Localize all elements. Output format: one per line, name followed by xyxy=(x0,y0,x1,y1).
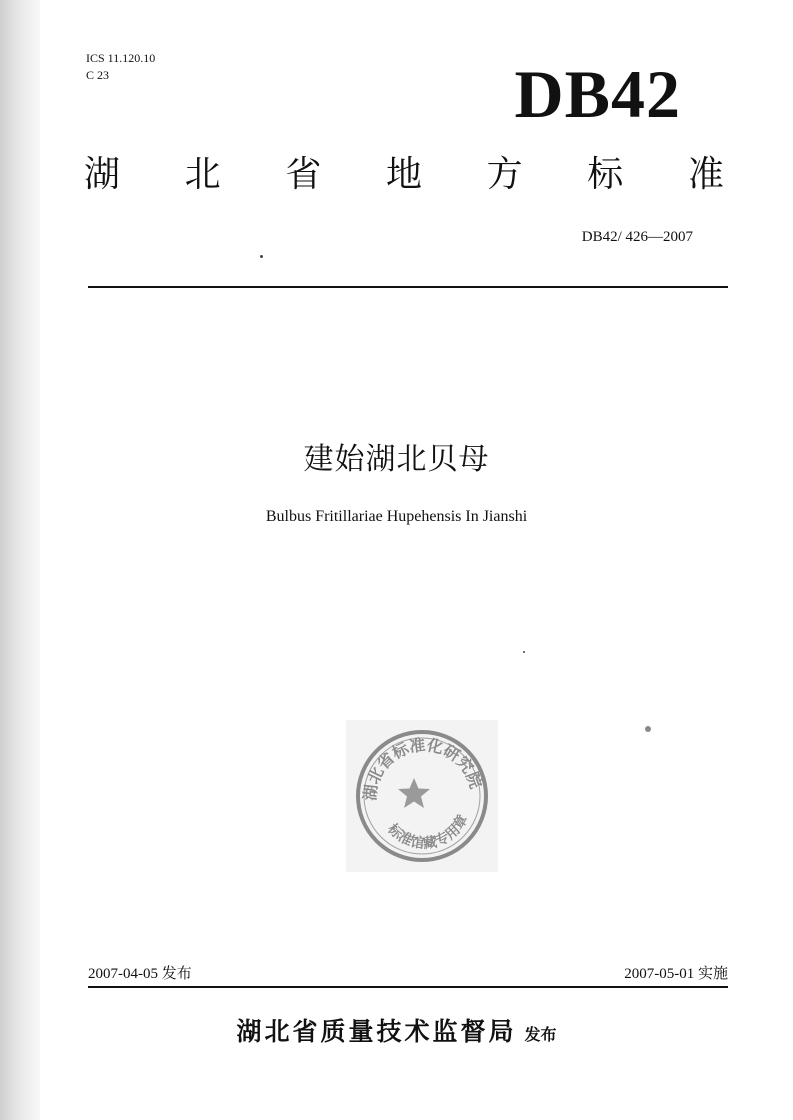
document-title-english: Bulbus Fritillariae Hupehensis In Jianshi xyxy=(265,508,528,525)
seal-top-text: 湖北省标准化研究院 xyxy=(360,735,486,802)
standard-number: DB42/ 426—2007 xyxy=(581,229,693,245)
standard-type-char: 方 xyxy=(486,154,523,195)
standard-logo: DB42 xyxy=(514,56,681,132)
document-title-chinese: 建始湖北贝母 xyxy=(303,442,490,477)
seal-graphic xyxy=(346,720,498,872)
standard-type-char: 湖 xyxy=(84,154,121,195)
classification-codes xyxy=(86,50,155,84)
issuer-action: 发布 xyxy=(524,1025,557,1044)
seal-bottom-text: 标准馆藏专用章 xyxy=(384,812,472,853)
ccs-code: C 23 xyxy=(86,68,110,82)
implement-date: 2007-05-01 实施 xyxy=(624,966,728,982)
standard-type-char: 地 xyxy=(385,154,422,195)
standard-type-char: 北 xyxy=(184,154,221,195)
scan-edge-shadow xyxy=(0,0,40,1120)
standard-type-char: 标 xyxy=(587,154,624,195)
issuing-authority xyxy=(0,1012,793,1048)
header-divider xyxy=(88,286,728,288)
standard-type-char: 准 xyxy=(687,154,724,195)
official-seal xyxy=(346,720,498,872)
issuer-name: 湖北省质量技术监督局 xyxy=(236,1017,517,1046)
footer-divider xyxy=(88,986,728,988)
issue-date: 2007-04-05 发布 xyxy=(88,966,192,982)
scan-speck xyxy=(260,255,263,258)
star-icon xyxy=(398,778,430,808)
ics-code: ICS 11.120.10 xyxy=(86,51,156,65)
standard-type-char: 省 xyxy=(285,154,322,195)
scan-speck xyxy=(523,651,525,653)
scan-speck xyxy=(645,726,651,732)
standard-type-title xyxy=(84,150,724,200)
